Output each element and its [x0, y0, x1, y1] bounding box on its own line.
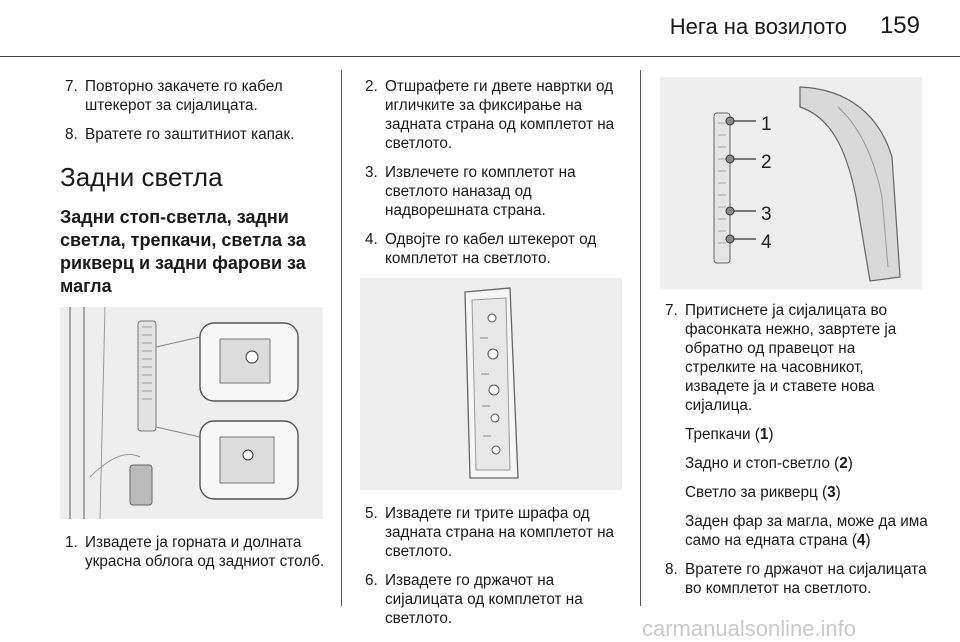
bulb-item-2: Задно и стоп-светло (2)	[685, 455, 853, 472]
step-number: 7.	[65, 78, 78, 95]
step-text: Повторно закачете го кабел штекерот за сијалицата.	[85, 78, 283, 114]
callout-label-1: 1	[761, 114, 772, 135]
step-text: Вратете го држачот на сијалицата во комплетот на светлото.	[685, 561, 927, 597]
watermark: carmanualsonline.info	[642, 616, 857, 641]
step-4	[360, 230, 628, 268]
step-number: 6.	[365, 572, 378, 589]
step-text: Извадете ги трите шрафа од задната страна на комплетот на светлото.	[385, 505, 615, 560]
page-number: 159	[879, 12, 920, 39]
callout-label-4: 4	[761, 232, 772, 253]
column-2	[360, 77, 628, 638]
step-6	[360, 571, 628, 628]
bulb-item-3: Светло за рикверц (3)	[685, 484, 841, 501]
step-number: 8.	[665, 561, 678, 578]
column-1	[60, 77, 330, 581]
callout-label-3: 3	[761, 204, 772, 225]
header-divider	[0, 56, 960, 57]
step-7-top	[60, 77, 330, 115]
step-text: Отшрафете ги двете навртки од игличките за фиксирање на задната страна од комплетот на светлото.	[385, 78, 615, 152]
step-number: 7.	[665, 302, 678, 319]
step-text: Извлечете го комплетот на светлото наназад од надворешната страна.	[385, 164, 576, 219]
step-8	[660, 560, 928, 598]
step-text: Притиснете ја сијалицата во фасонката нежно, завртете ја обратно од правецот на стрелките на часовникот, извадете ја и ставете нова сијалица.	[685, 302, 897, 414]
step-number: 8.	[65, 126, 78, 143]
column-divider-2	[640, 70, 641, 606]
callout-label-2: 2	[761, 152, 772, 173]
figure-rear-pillar-trim	[60, 307, 323, 519]
subsection-title: Задни стоп-светла, задни светла, трепкачи, светла за рикверц и задни фарови за магла	[60, 207, 306, 296]
step-text: Одвојте го кабел штекерот од комплетот на светлото.	[385, 231, 597, 267]
step-number: 2.	[365, 78, 378, 95]
column-3	[660, 77, 928, 608]
figure-light-assembly-back	[360, 278, 622, 490]
step-1	[60, 533, 330, 571]
step-text: Извадете го држачот на сијалицата од комплетот на светлото.	[385, 572, 583, 627]
step-text: Извадете ја горната и долната украсна облога од задниот столб.	[85, 534, 325, 570]
bulb-item-4: Заден фар за магла, може да има само на едната страна (4)	[685, 513, 928, 549]
step-number: 4.	[365, 231, 378, 248]
step-7	[660, 301, 928, 550]
step-number: 3.	[365, 164, 378, 181]
step-number: 1.	[65, 534, 78, 551]
step-3	[360, 163, 628, 220]
column-divider-1	[341, 70, 342, 606]
running-header-title: Нега на возилото	[669, 14, 847, 39]
step-2	[360, 77, 628, 153]
step-8-top	[60, 125, 330, 144]
bulb-item-1: Трепкачи (1)	[685, 426, 774, 443]
step-text: Вратете го заштитниот капак.	[85, 126, 295, 143]
step-5	[360, 504, 628, 561]
step-number: 5.	[365, 505, 378, 522]
section-title: Задни светла	[60, 162, 223, 192]
figure-bulb-holder	[660, 77, 922, 289]
